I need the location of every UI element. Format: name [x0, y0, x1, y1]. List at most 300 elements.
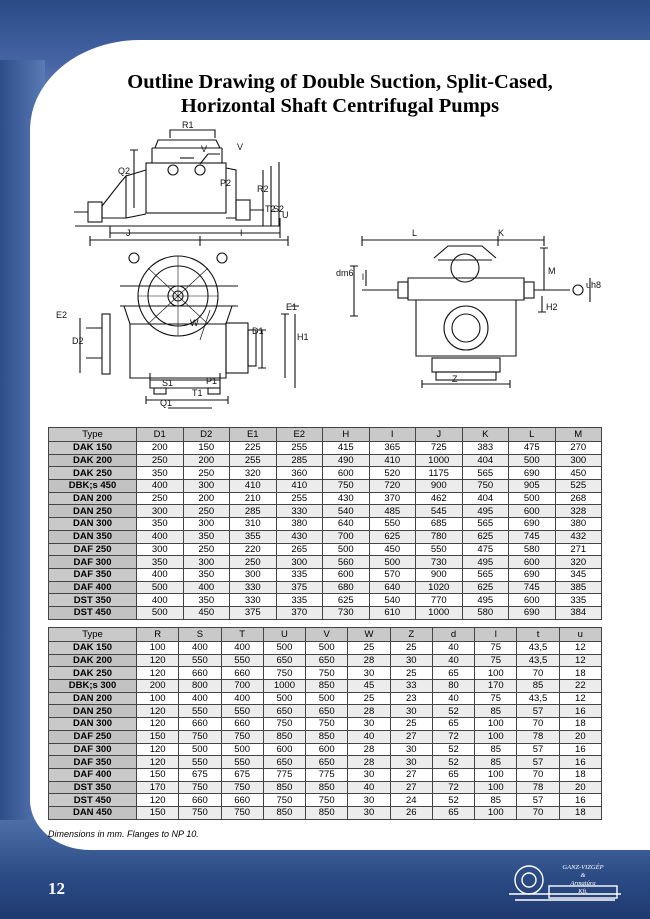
table-cell: 410: [369, 454, 416, 467]
table-cell: 365: [369, 442, 416, 455]
table-cell: 22: [559, 680, 601, 693]
table-cell: 12: [559, 642, 601, 655]
table-cell: 25: [390, 642, 432, 655]
logo-line-4: Kft.: [578, 888, 588, 895]
table-cell: 500: [263, 642, 305, 655]
column-header: E2: [276, 428, 323, 442]
label-D1: D1: [252, 326, 264, 336]
table-cell: 355: [230, 530, 277, 543]
table-cell: 550: [416, 543, 463, 556]
table-cell: 700: [221, 680, 263, 693]
table-row: [49, 556, 602, 569]
table-row: [49, 667, 602, 680]
table-cell: 750: [306, 794, 348, 807]
table-cell: 255: [276, 442, 323, 455]
table-cell: 750: [179, 806, 221, 819]
table-cell: 800: [179, 680, 221, 693]
table-cell: 70: [517, 768, 559, 781]
type-cell: DAF 300: [49, 743, 137, 756]
table-cell: 500: [369, 556, 416, 569]
label-V-left: V: [201, 144, 208, 154]
table-row: [49, 492, 602, 505]
table-row: [49, 581, 602, 594]
type-cell: DAF 350: [49, 756, 137, 769]
table-cell: 500: [263, 692, 305, 705]
table-cell: 85: [475, 705, 517, 718]
table-cell: 24: [390, 794, 432, 807]
table-cell: 660: [221, 667, 263, 680]
label-Q2: Q2: [118, 166, 131, 176]
table-cell: 850: [306, 781, 348, 794]
table-cell: 33: [390, 680, 432, 693]
table-cell: 415: [323, 442, 370, 455]
column-header: Type: [49, 428, 137, 442]
table-cell: 20: [559, 781, 601, 794]
table-cell: 750: [221, 730, 263, 743]
table-row: [49, 718, 602, 731]
table-row: [49, 806, 602, 819]
table-cell: 675: [221, 768, 263, 781]
label-Z: Z: [452, 374, 458, 384]
page-title: [60, 70, 620, 118]
table-cell: 475: [462, 543, 509, 556]
table-cell: 660: [179, 794, 221, 807]
table-cell: 200: [137, 442, 184, 455]
type-cell: DAN 200: [49, 492, 137, 505]
table-cell: 495: [462, 556, 509, 569]
table-cell: 750: [306, 667, 348, 680]
label-P2: P2: [220, 178, 232, 188]
table-cell: 410: [276, 480, 323, 493]
table-cell: 25: [390, 667, 432, 680]
label-K: K: [498, 228, 505, 238]
table-row: [49, 467, 602, 480]
table-cell: 500: [323, 543, 370, 556]
table-cell: 57: [517, 756, 559, 769]
table-cell: 28: [348, 743, 390, 756]
table-cell: 350: [137, 467, 184, 480]
type-cell: DBK;s 450: [49, 480, 137, 493]
side-elevation: [350, 236, 590, 388]
table-cell: 350: [183, 568, 230, 581]
table-row: [49, 768, 602, 781]
table-cell: 750: [306, 718, 348, 731]
table-cell: 40: [432, 692, 474, 705]
table-cell: 400: [179, 642, 221, 655]
table-cell: 200: [183, 454, 230, 467]
table-cell: 660: [221, 718, 263, 731]
table-row: [49, 454, 602, 467]
column-header: D1: [137, 428, 184, 442]
table-cell: 250: [137, 454, 184, 467]
table-cell: 100: [475, 730, 517, 743]
column-header: I: [369, 428, 416, 442]
table-cell: 345: [555, 568, 602, 581]
table-cell: 400: [137, 568, 184, 581]
table-cell: 550: [179, 756, 221, 769]
column-header: R: [137, 628, 179, 642]
table-cell: 285: [276, 454, 323, 467]
table-row: [49, 530, 602, 543]
table-cell: 462: [416, 492, 463, 505]
table-cell: 20: [559, 730, 601, 743]
table-cell: 780: [416, 530, 463, 543]
table-row: [49, 568, 602, 581]
table-cell: 16: [559, 705, 601, 718]
type-cell: DAK 250: [49, 467, 137, 480]
table-cell: 30: [390, 743, 432, 756]
table-cell: 40: [432, 654, 474, 667]
table-row: [49, 680, 602, 693]
column-header: H: [323, 428, 370, 442]
table-cell: 30: [348, 806, 390, 819]
table-cell: 265: [276, 543, 323, 556]
type-cell: DAF 400: [49, 768, 137, 781]
column-header: t: [517, 628, 559, 642]
table-cell: 350: [137, 556, 184, 569]
table-row: [49, 642, 602, 655]
label-T2: T2: [265, 204, 276, 214]
table-cell: 250: [230, 556, 277, 569]
label-l: l: [362, 272, 364, 282]
table-row: [49, 543, 602, 556]
table-cell: 600: [263, 743, 305, 756]
column-header: L: [509, 428, 556, 442]
table-cell: 100: [475, 667, 517, 680]
table-cell: 1000: [416, 606, 463, 619]
table-cell: 72: [432, 730, 474, 743]
table-cell: 57: [517, 794, 559, 807]
table-cell: 850: [263, 781, 305, 794]
table-cell: 18: [559, 806, 601, 819]
table-cell: 690: [509, 518, 556, 531]
table-cell: 580: [509, 543, 556, 556]
table-cell: 43,5: [517, 642, 559, 655]
table-cell: 65: [432, 718, 474, 731]
type-cell: DAK 200: [49, 454, 137, 467]
title-line-2: Horizontal Shaft Centrifugal Pumps: [180, 95, 500, 117]
table-cell: 600: [509, 556, 556, 569]
table-cell: 375: [230, 606, 277, 619]
table-cell: 18: [559, 718, 601, 731]
table-cell: 500: [306, 692, 348, 705]
table-cell: 43,5: [517, 692, 559, 705]
table-cell: 225: [230, 442, 277, 455]
table-cell: 350: [137, 518, 184, 531]
type-cell: DAF 400: [49, 581, 137, 594]
type-cell: DAN 250: [49, 505, 137, 518]
column-header: Type: [49, 628, 137, 642]
label-H2: H2: [546, 302, 558, 312]
table-cell: 750: [179, 730, 221, 743]
column-header: U: [263, 628, 305, 642]
table-cell: 745: [509, 530, 556, 543]
table-cell: 26: [390, 806, 432, 819]
table-row: [49, 743, 602, 756]
table-cell: 384: [555, 606, 602, 619]
footnote: Dimensions in mm. Flanges to NP 10.: [48, 829, 199, 839]
table-cell: 18: [559, 667, 601, 680]
table-cell: 320: [230, 467, 277, 480]
label-E1: E1: [286, 302, 298, 312]
table-cell: 170: [137, 781, 179, 794]
table-cell: 550: [221, 654, 263, 667]
table-cell: 1020: [416, 581, 463, 594]
table-cell: 65: [432, 806, 474, 819]
table-cell: 404: [462, 492, 509, 505]
table-cell: 170: [475, 680, 517, 693]
table-cell: 490: [323, 454, 370, 467]
type-cell: DST 350: [49, 594, 137, 607]
table-cell: 65: [432, 768, 474, 781]
table-row: [49, 730, 602, 743]
table-cell: 12: [559, 692, 601, 705]
table-row: [49, 654, 602, 667]
table-cell: 750: [263, 718, 305, 731]
table-cell: 150: [183, 442, 230, 455]
table-cell: 120: [137, 794, 179, 807]
table-cell: 100: [475, 781, 517, 794]
table-cell: 120: [137, 654, 179, 667]
table-cell: 750: [263, 667, 305, 680]
table-cell: 30: [348, 768, 390, 781]
table2-header-row: [49, 628, 602, 642]
table-cell: 85: [475, 756, 517, 769]
column-header: K: [462, 428, 509, 442]
table-cell: 570: [369, 568, 416, 581]
column-header: S: [179, 628, 221, 642]
table-cell: 300: [276, 556, 323, 569]
table-cell: 485: [369, 505, 416, 518]
table-cell: 625: [462, 530, 509, 543]
table-cell: 52: [432, 705, 474, 718]
column-header: T: [221, 628, 263, 642]
table-cell: 675: [179, 768, 221, 781]
table-cell: 330: [230, 594, 277, 607]
label-L: L: [412, 228, 418, 238]
table-cell: 730: [323, 606, 370, 619]
label-H1: H1: [297, 332, 309, 342]
table-cell: 400: [183, 581, 230, 594]
table-cell: 520: [369, 467, 416, 480]
table-cell: 250: [137, 492, 184, 505]
table-cell: 690: [509, 606, 556, 619]
table-cell: 500: [509, 492, 556, 505]
table-cell: 540: [369, 594, 416, 607]
table-cell: 650: [306, 705, 348, 718]
column-header: W: [348, 628, 390, 642]
table-cell: 70: [517, 718, 559, 731]
table-cell: 500: [137, 581, 184, 594]
table-cell: 1000: [416, 454, 463, 467]
table-cell: 70: [517, 667, 559, 680]
table-row: [49, 705, 602, 718]
table-cell: 120: [137, 718, 179, 731]
table-cell: 720: [369, 480, 416, 493]
column-header: V: [306, 628, 348, 642]
table-cell: 328: [555, 505, 602, 518]
table-cell: 16: [559, 756, 601, 769]
table-cell: 52: [432, 794, 474, 807]
type-cell: DAF 350: [49, 568, 137, 581]
table-cell: 27: [390, 730, 432, 743]
table-cell: 750: [221, 781, 263, 794]
dimensions-table-1: [48, 427, 602, 620]
table-cell: 30: [390, 705, 432, 718]
table-cell: 30: [348, 718, 390, 731]
table-cell: 545: [416, 505, 463, 518]
table-cell: 565: [462, 518, 509, 531]
table-cell: 690: [509, 467, 556, 480]
label-T1: T1: [192, 388, 203, 398]
table-cell: 410: [230, 480, 277, 493]
table-cell: 850: [306, 680, 348, 693]
type-cell: DAK 250: [49, 667, 137, 680]
table-cell: 65: [432, 667, 474, 680]
table-cell: 650: [263, 654, 305, 667]
table-cell: 900: [416, 568, 463, 581]
table-cell: 404: [462, 454, 509, 467]
label-I: I: [240, 228, 243, 238]
table-cell: 57: [517, 743, 559, 756]
table-cell: 750: [179, 781, 221, 794]
table-cell: 200: [137, 680, 179, 693]
type-cell: DAF 250: [49, 543, 137, 556]
table-cell: 450: [183, 606, 230, 619]
table-cell: 45: [348, 680, 390, 693]
table-cell: 330: [276, 505, 323, 518]
table-cell: 52: [432, 743, 474, 756]
logo-line-1: GANZ-VIZGÉP: [562, 864, 604, 871]
table-cell: 560: [323, 556, 370, 569]
table-cell: 268: [555, 492, 602, 505]
table-cell: 300: [183, 556, 230, 569]
table-cell: 78: [517, 730, 559, 743]
table-cell: 600: [509, 594, 556, 607]
column-header: E1: [230, 428, 277, 442]
table-cell: 565: [462, 467, 509, 480]
column-header: Z: [390, 628, 432, 642]
table-cell: 335: [276, 594, 323, 607]
table-cell: 400: [179, 692, 221, 705]
table-cell: 120: [137, 705, 179, 718]
type-cell: DAN 350: [49, 530, 137, 543]
table-cell: 100: [137, 692, 179, 705]
table-row: [49, 781, 602, 794]
table-cell: 400: [221, 642, 263, 655]
table-cell: 725: [416, 442, 463, 455]
table-cell: 30: [348, 667, 390, 680]
table-cell: 300: [137, 505, 184, 518]
table-cell: 905: [509, 480, 556, 493]
table-cell: 85: [517, 680, 559, 693]
table-cell: 400: [221, 692, 263, 705]
table-cell: 745: [509, 581, 556, 594]
label-W: W: [190, 318, 199, 328]
table-cell: 640: [369, 581, 416, 594]
table-cell: 380: [555, 518, 602, 531]
table-cell: 650: [306, 654, 348, 667]
type-cell: DST 350: [49, 781, 137, 794]
table-row: [49, 692, 602, 705]
table-cell: 350: [183, 594, 230, 607]
table-cell: 700: [323, 530, 370, 543]
table-cell: 383: [462, 442, 509, 455]
table-cell: 75: [475, 654, 517, 667]
table-cell: 650: [263, 705, 305, 718]
table-cell: 75: [475, 692, 517, 705]
table-cell: 271: [555, 543, 602, 556]
table-row: [49, 505, 602, 518]
title-line-1: Outline Drawing of Double Suction, Split-Cased,: [127, 71, 553, 93]
label-V-right: V: [237, 142, 244, 152]
type-cell: DAK 150: [49, 442, 137, 455]
label-D2: D2: [72, 336, 84, 346]
table-cell: 350: [183, 530, 230, 543]
table-cell: 380: [276, 518, 323, 531]
table-cell: 625: [323, 594, 370, 607]
table-row: [49, 594, 602, 607]
table-cell: 250: [183, 543, 230, 556]
table-cell: 43,5: [517, 654, 559, 667]
table-cell: 432: [555, 530, 602, 543]
table-cell: 640: [323, 518, 370, 531]
table-cell: 52: [432, 756, 474, 769]
type-cell: DBK;s 300: [49, 680, 137, 693]
table-cell: 1175: [416, 467, 463, 480]
table-cell: 30: [390, 756, 432, 769]
table-cell: 28: [348, 654, 390, 667]
table-row: [49, 518, 602, 531]
table-cell: 100: [137, 642, 179, 655]
table-cell: 500: [509, 454, 556, 467]
label-P1: P1: [206, 376, 218, 386]
table-cell: 300: [555, 454, 602, 467]
table-cell: 750: [263, 794, 305, 807]
table-cell: 565: [462, 568, 509, 581]
table-cell: 550: [221, 756, 263, 769]
column-header: J: [416, 428, 463, 442]
table-cell: 690: [509, 568, 556, 581]
table-cell: 28: [348, 705, 390, 718]
table-cell: 660: [179, 667, 221, 680]
table-cell: 85: [475, 794, 517, 807]
table-cell: 500: [306, 642, 348, 655]
table-cell: 210: [230, 492, 277, 505]
table-cell: 550: [179, 705, 221, 718]
type-cell: DAN 450: [49, 806, 137, 819]
table-cell: 250: [183, 467, 230, 480]
table-cell: 25: [348, 642, 390, 655]
column-header: u: [559, 628, 601, 642]
table-cell: 750: [462, 480, 509, 493]
label-J: J: [126, 228, 131, 238]
dimensions-table-2: [48, 627, 602, 820]
table-cell: 850: [263, 730, 305, 743]
table-cell: 625: [462, 581, 509, 594]
table-cell: 28: [348, 756, 390, 769]
table-cell: 150: [137, 768, 179, 781]
table-cell: 770: [416, 594, 463, 607]
table-cell: 30: [348, 794, 390, 807]
table-cell: 310: [230, 518, 277, 531]
table-cell: 150: [137, 806, 179, 819]
table-cell: 40: [348, 730, 390, 743]
table-cell: 610: [369, 606, 416, 619]
table-cell: 600: [509, 505, 556, 518]
table-cell: 30: [390, 654, 432, 667]
table-cell: 660: [179, 718, 221, 731]
